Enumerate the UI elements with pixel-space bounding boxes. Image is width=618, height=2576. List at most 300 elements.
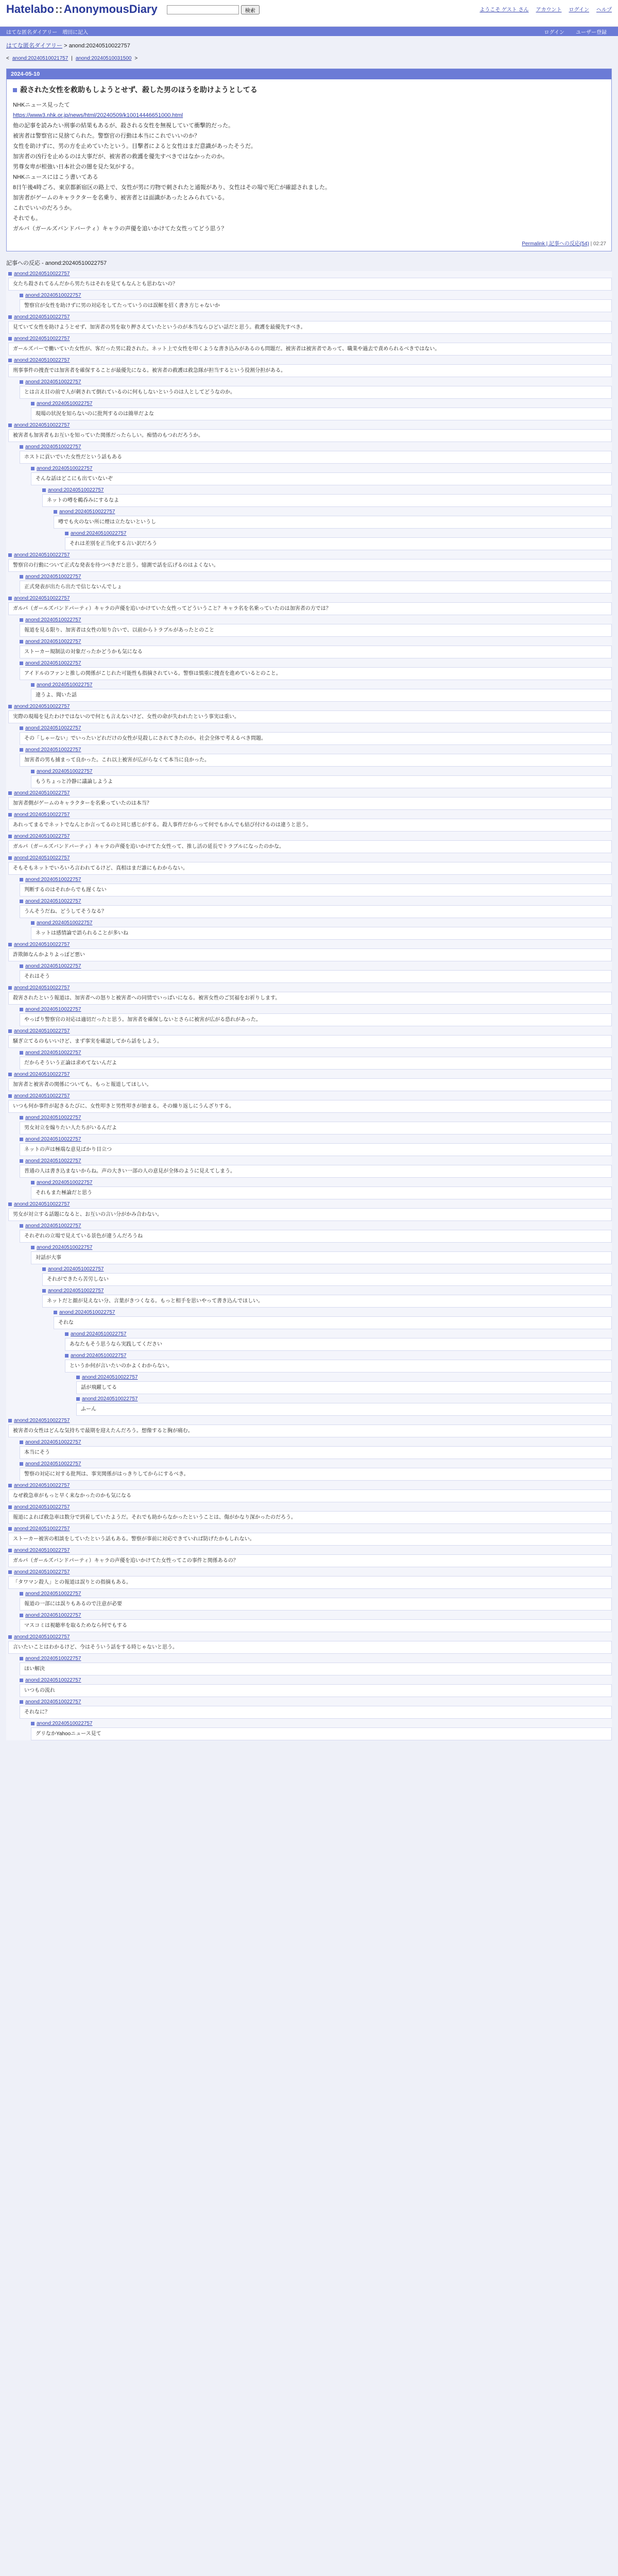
comment-header	[20, 1656, 612, 1662]
comment-id-link[interactable]: anond:20240510022757	[25, 1223, 81, 1229]
comment	[20, 293, 612, 312]
nav-write[interactable]: 増田に記入	[62, 29, 89, 36]
comment-id-link[interactable]: anond:20240510022757	[14, 985, 70, 991]
bullet-icon	[8, 856, 12, 860]
bullet-icon	[20, 1138, 23, 1141]
comment	[65, 1331, 612, 1351]
comment-id-link[interactable]: anond:20240510022757	[25, 899, 81, 904]
next-arrow: >	[134, 56, 138, 61]
comment-text: グリなかYahooニュース見て	[31, 1727, 612, 1740]
comment-header	[20, 725, 612, 731]
bullet-icon	[54, 510, 57, 514]
comment	[8, 1093, 612, 1113]
comment-id-link[interactable]: anond:20240510022757	[25, 574, 81, 580]
comment-id-link[interactable]: anond:20240510022757	[37, 920, 93, 926]
comment-id-link[interactable]: anond:20240510022757	[14, 1093, 70, 1099]
bullet-icon	[20, 294, 23, 297]
comment-header	[54, 509, 612, 515]
comment	[20, 660, 612, 680]
comment	[20, 1656, 612, 1675]
comment-header	[31, 769, 612, 774]
comment-id-link[interactable]: anond:20240510022757	[14, 552, 70, 558]
comment-id-link[interactable]: anond:20240510022757	[25, 639, 81, 645]
comment-id-link[interactable]: anond:20240510022757	[37, 1721, 93, 1726]
comment-id-link[interactable]: anond:20240510022757	[14, 812, 70, 818]
comment-text: 正式発表が出たら出たで信じないんでしょ	[20, 581, 612, 594]
comment	[54, 1310, 612, 1329]
comment-id-link[interactable]: anond:20240510022757	[14, 855, 70, 861]
comment	[8, 790, 612, 810]
bullet-icon	[8, 272, 12, 276]
comment-text: 「タワマン殺人」との報道は誤りとの指摘もある。	[8, 1576, 612, 1589]
bullet-icon	[8, 359, 12, 362]
comment-text: なぜ救急車がもっと早く来なかったのかも気になる	[8, 1489, 612, 1502]
comment-text: 被害者の女性はどんな気持ちで最期を迎えたんだろう。想像すると胸が痛む。	[8, 1425, 612, 1437]
comment-text: 言いたいことはわかるけど、今はそういう話をする時じゃないと思う。	[8, 1641, 612, 1654]
entry-line: ガルパ（ガールズバンドパーティ）キャラの声優を追いかけてた女性ってどう思う？	[13, 226, 227, 232]
comment-header	[8, 942, 612, 947]
site-logo[interactable]	[6, 3, 158, 15]
bullet-icon	[20, 380, 23, 384]
bullet-icon	[8, 597, 12, 600]
comment-text: とは言え目の前で人が刺されて倒れているのに何もしないというのは人としてどうなのか。	[20, 386, 612, 399]
comment-header	[20, 444, 612, 450]
comment-text: 警察官が女性を助けずに男の対応をしてたっていうのは誤解を招く書き方じゃないか	[20, 299, 612, 312]
comment-text: 加害者の男も捕まって良かった。これ以上被害が広がらなくて本当に良かった。	[20, 754, 612, 767]
comment-text: うんそうだね、どうしてそうなる？	[20, 905, 612, 918]
comment-text: 違うよ、聞いた話	[31, 689, 612, 702]
comment-id-link[interactable]: anond:20240510022757	[37, 682, 93, 688]
comment-id-link[interactable]: anond:20240510022757	[71, 1331, 127, 1337]
comment-header	[31, 401, 612, 406]
comment-id-link[interactable]: anond:20240510022757	[25, 617, 81, 623]
toplink-login[interactable]: ログイン	[569, 7, 589, 13]
bullet-icon	[8, 423, 12, 427]
comment	[31, 466, 612, 485]
bullet-icon	[20, 726, 23, 730]
entry-title-text[interactable]: 殺された女性を救助もしようとせず、殺した男のほうを助けようとしてる	[20, 86, 258, 94]
bullet-icon	[8, 1419, 12, 1422]
bullet-icon	[8, 1570, 12, 1574]
comment-header	[20, 1613, 612, 1618]
comment-header	[65, 1353, 612, 1359]
comment-id-link[interactable]: anond:20240510022757	[25, 963, 81, 969]
bullet-icon	[8, 1029, 12, 1033]
comment-id-link[interactable]: anond:20240510022757	[14, 1072, 70, 1077]
toplink-account[interactable]: アカウント	[536, 7, 562, 13]
comment-id-link[interactable]: anond:20240510022757	[37, 1245, 93, 1250]
comment-header	[20, 1223, 612, 1229]
comment-text: その「しゃーない」でいったいどれだけの女性が見殺しにされてきたのか。社会全体で考えるべき問題。	[20, 732, 612, 745]
permalink[interactable]: Permalink | 記事への反応(54)	[522, 241, 589, 247]
bullet-icon	[8, 986, 12, 990]
comment-id-link[interactable]: anond:20240510022757	[82, 1375, 138, 1380]
comment-header	[20, 617, 612, 623]
entry-line: それでも。	[13, 215, 41, 222]
bullet-icon	[20, 618, 23, 622]
comment-header	[8, 1634, 612, 1640]
comment	[8, 271, 612, 291]
comment-id-link[interactable]: anond:20240510022757	[48, 1288, 104, 1294]
comment-id-link[interactable]: anond:20240510022757	[25, 1439, 81, 1445]
comment-id-link[interactable]: anond:20240510022757	[25, 1137, 81, 1142]
comment-text: 普通の人は書き込まないからね。声の大きい一部の人の意見が全体のように見えてしまう。	[20, 1165, 612, 1178]
comment-header	[8, 336, 612, 342]
comment-id-link[interactable]: anond:20240510022757	[25, 1158, 81, 1164]
comment-id-link[interactable]: anond:20240510022757	[14, 834, 70, 839]
comment-id-link[interactable]: anond:20240510022757	[48, 1266, 104, 1272]
bullet-icon	[76, 1376, 80, 1379]
comment-header	[8, 812, 612, 818]
comment-text: ストーカー被害の相談をしていたという話もある。警察が事前に対応できていれば防げたかもしれない。	[8, 1533, 612, 1546]
comment	[8, 855, 612, 875]
comment	[20, 1677, 612, 1697]
entry	[6, 69, 612, 251]
comment-id-link[interactable]: anond:20240510022757	[25, 444, 81, 450]
comment-id-link[interactable]: anond:20240510022757	[14, 358, 70, 363]
comment-header	[8, 985, 612, 991]
comment-text: あなたもそう思うなら実践してください	[65, 1338, 612, 1351]
entry-line: 他の記事を読みたい刑事の結果もあるが、殺される女性を無視していて衝撃的だった。	[13, 123, 234, 129]
bullet-icon	[31, 683, 35, 687]
prev-next-nav	[0, 52, 618, 65]
comment-text: いつもの流れ	[20, 1684, 612, 1697]
comment-id-link[interactable]: anond:20240510022757	[25, 1591, 81, 1597]
bullet-icon	[20, 1008, 23, 1011]
comment-id-link[interactable]: anond:20240510022757	[25, 1699, 81, 1705]
comment-header	[42, 487, 612, 493]
bullet-icon	[20, 1592, 23, 1596]
bullet-icon	[20, 1679, 23, 1682]
bullet-icon	[20, 1657, 23, 1660]
comment-text: 見ていて女性を助けようとせず、加害者の男を取り押さえていたというのが本当ならひどい話だと思う。救護を最優先すべき。	[8, 321, 612, 334]
bullet-icon	[65, 1332, 68, 1336]
comment	[8, 1418, 612, 1437]
comment-id-link[interactable]: anond:20240510022757	[14, 271, 70, 277]
bullet-icon	[20, 1614, 23, 1617]
bullet-icon	[8, 705, 12, 708]
comment-header	[8, 1548, 612, 1553]
comment-id-link[interactable]: anond:20240510022757	[71, 531, 127, 536]
breadcrumb	[0, 36, 618, 52]
comment-text: ホストに貢いでいた女性だという話もある	[20, 451, 612, 464]
bullet-icon	[65, 1354, 68, 1358]
comment-id-link[interactable]: anond:20240510022757	[14, 1526, 70, 1532]
comment-id-link[interactable]: anond:20240510022757	[25, 1050, 81, 1056]
entry-line: 加害者がゲームのキャラクターを名乗り、被害者とは面識があったとみられている。	[13, 195, 228, 201]
entry-line: 加害者の凶行を止めるのは大事だが、被害者の救護を優先すべきではなかったのか。	[13, 154, 228, 160]
comment-id-link[interactable]: anond:20240510022757	[14, 336, 70, 342]
entry-line: これでいいのだろうか。	[13, 205, 75, 211]
comment	[8, 1483, 612, 1502]
comment-header	[8, 1483, 612, 1488]
comment-header	[20, 379, 612, 385]
bullet-icon	[20, 1159, 23, 1163]
comment-id-link[interactable]: anond:20240510022757	[14, 422, 70, 428]
comment-id-link[interactable]: anond:20240510022757	[14, 1201, 70, 1207]
comment-header	[8, 1418, 612, 1423]
comment-id-link[interactable]: anond:20240510022757	[14, 596, 70, 601]
comment-header	[8, 422, 612, 428]
comment	[20, 574, 612, 594]
comment-text: というか何が言いたいのかよくわからない。	[65, 1360, 612, 1372]
comment-id-link[interactable]: anond:20240510022757	[25, 379, 81, 385]
bullet-icon	[8, 553, 12, 557]
bullet-icon	[8, 1202, 12, 1206]
breadcrumb-home[interactable]: はてな匿名ダイアリー	[6, 43, 63, 49]
bullet-icon	[8, 1635, 12, 1639]
comment-header	[8, 1569, 612, 1575]
comment	[31, 1245, 612, 1264]
comment-id-link[interactable]: anond:20240510022757	[14, 1504, 70, 1510]
bullet-icon	[31, 770, 35, 773]
comment-text: マスコミは視聴率を取るためなら何でもする	[20, 1619, 612, 1632]
comment-id-link[interactable]: anond:20240510022757	[25, 1461, 81, 1467]
bullet-icon	[8, 835, 12, 838]
comment-text: 噂でも火のない所に煙は立たないというし	[54, 516, 612, 529]
comment	[20, 617, 612, 637]
comment-header	[31, 1245, 612, 1250]
comment	[31, 769, 612, 788]
logo-separator: ::	[55, 3, 63, 15]
comment-header	[8, 1201, 612, 1207]
comment-header	[8, 704, 612, 709]
entry-title	[13, 84, 605, 95]
comment-id-link[interactable]: anond:20240510022757	[14, 1569, 70, 1575]
bullet-icon	[20, 1116, 23, 1120]
comment	[54, 509, 612, 529]
comment-id-link[interactable]: anond:20240510022757	[37, 401, 93, 406]
comment	[8, 336, 612, 355]
comment	[20, 963, 612, 983]
comment-text: 報道の一部には誤りもあるので注意が必要	[20, 1598, 612, 1611]
comment-id-link[interactable]: anond:20240510022757	[14, 1634, 70, 1640]
bullet-icon	[31, 1246, 35, 1249]
comment	[20, 1613, 612, 1632]
comment	[20, 444, 612, 464]
bullet-icon	[20, 640, 23, 643]
comment-text: 詐欺師なんかよりよっぽど悪い	[8, 948, 612, 961]
comment-text: 報道を見る限り、加害者は女性の知り合いで、以前からトラブルがあったとのこと	[20, 624, 612, 637]
bullet-icon	[31, 467, 35, 470]
entry-date: 2024-05-10	[7, 69, 611, 79]
entry-line: 8日午後4時ごろ、東京都新宿区の路上で、女性が男に刃物で刺されたと通報があり、女性はその場で死亡が確認されました。	[13, 184, 331, 191]
comment	[31, 682, 612, 702]
bullet-icon	[8, 791, 12, 795]
comment	[76, 1396, 612, 1416]
prev-entry-link[interactable]: anond:20240510021757	[12, 56, 68, 61]
comment	[8, 1072, 612, 1091]
nav-login[interactable]: ログイン	[544, 29, 564, 36]
comment-text: 騒ぎ立てるのもいいけど、まず事実を確認してから話をしよう。	[8, 1035, 612, 1048]
comment-id-link[interactable]: anond:20240510022757	[37, 769, 93, 774]
comment	[20, 379, 612, 399]
comment-id-link[interactable]: anond:20240510022757	[14, 1418, 70, 1423]
comment-text: 対話が大事	[31, 1251, 612, 1264]
comment	[20, 1461, 612, 1481]
comment-id-link[interactable]: anond:20240510022757	[14, 942, 70, 947]
entry-body	[7, 79, 611, 237]
comment	[20, 1439, 612, 1459]
comment-header	[65, 1331, 612, 1337]
comment-id-link[interactable]: anond:20240510022757	[25, 660, 81, 666]
comment-id-link[interactable]: anond:20240510022757	[25, 1115, 81, 1121]
search-input[interactable]	[167, 5, 239, 14]
comment	[20, 1223, 612, 1243]
comment-header	[20, 1461, 612, 1467]
comment	[8, 704, 612, 723]
comment-text: だからそういう正論は求めてないんだよ	[20, 1057, 612, 1070]
comment-header	[20, 1699, 612, 1705]
comment	[8, 1634, 612, 1654]
bullet-icon	[20, 748, 23, 752]
comment-id-link[interactable]: anond:20240510022757	[59, 509, 115, 515]
comment-id-link[interactable]: anond:20240510022757	[25, 1677, 81, 1683]
comment-text: それな	[54, 1316, 612, 1329]
comment-id-link[interactable]: anond:20240510022757	[48, 487, 104, 493]
comment-header	[8, 855, 612, 861]
entry-line: NHKニュース見ったて	[13, 102, 70, 108]
comment-id-link[interactable]: anond:20240510022757	[14, 704, 70, 709]
site-header	[0, 0, 618, 27]
comment-text: 現場の状況を知らないのに批判するのは簡単だよな	[31, 408, 612, 420]
comment	[65, 1353, 612, 1372]
bullet-icon	[42, 488, 46, 492]
comment-text: ネットだと顔が見えない分、言葉がきつくなる。もっと相手を思いやって書き込んでほしい。	[42, 1295, 612, 1308]
comment	[8, 1504, 612, 1524]
comment-header	[8, 314, 612, 320]
bullet-icon	[31, 921, 35, 925]
comment	[8, 552, 612, 572]
comment-id-link[interactable]: anond:20240510022757	[14, 1483, 70, 1488]
comment-id-link[interactable]: anond:20240510022757	[82, 1396, 138, 1402]
comment-id-link[interactable]: anond:20240510022757	[37, 466, 93, 471]
comment-text: ガルパ（ガールズバンドパーティ）キャラの声優を追いかけてた女性ってこの事件と関係あるの？	[8, 1554, 612, 1567]
nav-register[interactable]: ユーザー登録	[576, 29, 607, 36]
comment	[76, 1375, 612, 1394]
entry-line: NHKニュースにはこう書いてある	[13, 174, 98, 180]
bullet-icon	[8, 813, 12, 817]
comment-text: 男女が対立する話題になると、お互いの言い分がかみ合わない。	[8, 1208, 612, 1221]
comment-id-link[interactable]: anond:20240510022757	[14, 314, 70, 320]
comment-text: やっぱり警察官の対応は適切だったと思う。加害者を確保しないとさらに被害が広がる恐れがあった。	[20, 1013, 612, 1026]
comment-text: そもそもネットでいろいろ言われてるけど、真相はまだ誰にもわからない。	[8, 862, 612, 875]
comment-header	[20, 1137, 612, 1142]
comment-id-link[interactable]: anond:20240510022757	[25, 877, 81, 883]
comment	[20, 1591, 612, 1611]
comment-text: あれってまるでネットでなんとか言ってるのと同じ感じがする。殺人事件だからって何でもかんでも結び付けるのは違うと思う。	[8, 819, 612, 832]
comment-text: 加害者と被害者の関係についても、もっと報道してほしい。	[8, 1078, 612, 1091]
comment-id-link[interactable]: anond:20240510022757	[37, 1180, 93, 1185]
next-entry-link[interactable]: anond:20240510031500	[75, 56, 132, 61]
comment-text: 被害者も加害者もお互いを知っていた関係だったらしい。痴情のもつれだろうか。	[8, 429, 612, 442]
comment-text: 話が飛躍してる	[76, 1381, 612, 1394]
comment-text: それはそう	[20, 970, 612, 983]
comment	[42, 1288, 612, 1308]
comment-header	[76, 1375, 612, 1380]
entry-source-link[interactable]: https://www3.nhk.or.jp/news/html/20240509/k10014446651000.html	[13, 112, 183, 118]
entry-line: 男尊女卑が根強い日本社会の闇を見た気がする。	[13, 164, 138, 170]
comment-text: それなに？	[20, 1706, 612, 1719]
comment-id-link[interactable]: anond:20240510022757	[25, 1656, 81, 1662]
comment-header	[20, 1158, 612, 1164]
comment-text: ガールズバーで働いていた女性が、客だった男に殺された。ネット上で女性を叩くような書き込みがあるのも問題だ。被害者は被害者であって、職業や過去で責められるべきではない。	[8, 343, 612, 355]
comment-header	[20, 1007, 612, 1012]
comment-text: そんな話はどこにも出ていないぞ	[31, 472, 612, 485]
comment-id-link[interactable]: anond:20240510022757	[59, 1310, 115, 1315]
bullet-icon	[20, 662, 23, 665]
comment-id-link[interactable]: anond:20240510022757	[14, 1028, 70, 1034]
search-button[interactable]: 検索	[241, 5, 260, 14]
bullet-icon	[31, 402, 35, 405]
comment-id-link[interactable]: anond:20240510022757	[25, 725, 81, 731]
toplink-help[interactable]: ヘルプ	[596, 7, 612, 13]
footer-sep: |	[590, 241, 593, 247]
bullet-icon	[8, 943, 12, 946]
bullet-icon	[31, 1181, 35, 1184]
comment-text: 男女対立を煽りたい人たちがいるんだよ	[20, 1122, 612, 1134]
comment-text: 殺害されたという報道は、加害者への怒りと被害者への同情でいっぱいになる。被害女性のご冥福をお祈りします。	[8, 992, 612, 1005]
comment-header	[8, 1072, 612, 1077]
comment-id-link[interactable]: anond:20240510022757	[25, 293, 81, 298]
comment-header	[76, 1396, 612, 1402]
bullet-icon	[42, 1267, 46, 1271]
comment	[8, 1548, 612, 1567]
bullet-icon	[20, 445, 23, 449]
comment-header	[8, 1028, 612, 1034]
comment-header	[20, 877, 612, 883]
entry-line: 被害者は警察官に見捨てられた。警察官の行動は本当にこれでいいのか？	[13, 133, 200, 139]
comment-header	[31, 1180, 612, 1185]
comment-id-link[interactable]: anond:20240510022757	[25, 1007, 81, 1012]
comment-id-link[interactable]: anond:20240510022757	[25, 1613, 81, 1618]
comment-text: ほい解決	[20, 1663, 612, 1675]
comment-header	[20, 899, 612, 904]
comment-header	[31, 682, 612, 688]
bullet-icon	[8, 1505, 12, 1509]
comment-header	[31, 466, 612, 471]
comment	[8, 1028, 612, 1048]
title-square-icon	[13, 88, 17, 92]
comment-text: それぞれの立場で見えている景色が違うんだろうね	[20, 1230, 612, 1243]
bullet-icon	[20, 1224, 23, 1228]
comment-header	[8, 834, 612, 839]
comment	[20, 1699, 612, 1719]
comment	[8, 985, 612, 1005]
bullet-icon	[8, 1484, 12, 1487]
nav-home[interactable]: はてな匿名ダイアリー	[6, 29, 58, 36]
comment-text: アイドルのファンと推しの関係がこじれた可能性も指摘されている。警察は慎重に捜査を進めているとのこと。	[20, 667, 612, 680]
comment-text: 報道によれば救急車は数分で到着していたようだ。それでも助からなかったということは、傷がかなり深かったのだろう。	[8, 1511, 612, 1524]
comment-id-link[interactable]: anond:20240510022757	[14, 1548, 70, 1553]
comment-header	[8, 596, 612, 601]
comment-text: 警察官の行動について正式な発表を待つべきだと思う。憶測で話を広げるのはよくない。	[8, 559, 612, 572]
comment-id-link[interactable]: anond:20240510022757	[71, 1353, 127, 1359]
comment-id-link[interactable]: anond:20240510022757	[14, 790, 70, 796]
comment	[8, 314, 612, 334]
comment-id-link[interactable]: anond:20240510022757	[25, 747, 81, 753]
comment-header	[8, 552, 612, 558]
comment	[20, 747, 612, 767]
toplink-0[interactable]: ようこそ ゲスト さん	[479, 7, 529, 13]
comment-header	[8, 790, 612, 796]
bullet-icon	[20, 1700, 23, 1704]
bullet-icon	[20, 1462, 23, 1466]
bullet-icon	[20, 1440, 23, 1444]
bullet-icon	[20, 575, 23, 579]
comment	[31, 401, 612, 420]
comment-header	[31, 1721, 612, 1726]
